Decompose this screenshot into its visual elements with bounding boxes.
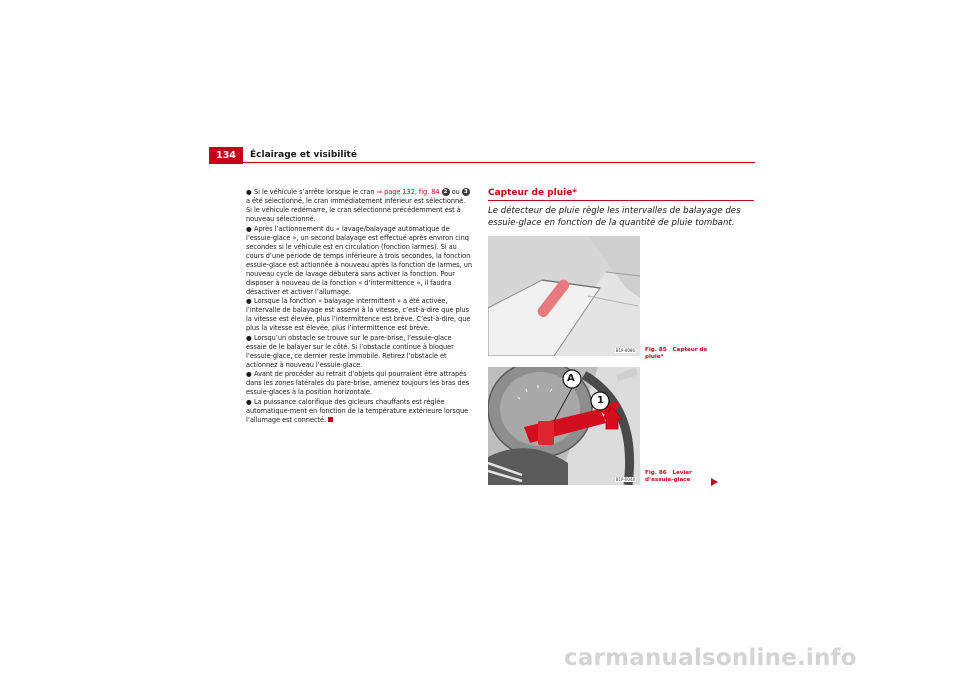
label-1: 1 (597, 395, 604, 406)
label-a: A (567, 373, 575, 384)
caption-label: Fig. 86 (645, 470, 667, 476)
figure-caption (645, 347, 715, 361)
bullet-item (246, 370, 472, 397)
bullet-text: ou (449, 188, 462, 196)
bullet-icon: ● (246, 397, 252, 406)
bullet-text: Après l’actionnement du « lavage/balayage automatique de l’essuie-glace », un second balayage est effectué après environ cinq secondes si le véhicule est en circulation (fonction larmes). Si au cours d’une période de temps inférieure à trois secondes, la fonction essuie-glace est actionnée à nouveau après la fonction de larmes, un nouveau cycle de lavage débutera sans activer la fonction. Pour disposer à nouveau de la fonction « d’intermittence », il faudra désactiver et activer l’allumage. (246, 224, 472, 296)
section-rule (488, 200, 754, 201)
callout-3-icon: 3 (462, 188, 470, 196)
bullet-text: Lorsqu’un obstacle se trouve sur le pare-brise, l’essuie-glace essaie de le balayer sur le côté. Si l’obstacle continue à bloquer l’essuie-glace, ce dernier reste immobile. Retirez l’obstacle et actionnez à nouveau l’essuie-glace. (246, 333, 454, 369)
header-rule (209, 162, 755, 163)
bullet-text: Si le véhicule s’arrête lorsque le cran (254, 188, 377, 196)
figure-caption (645, 470, 715, 484)
section-lead: Le détecteur de pluie règle les intervalles de balayage des essuie-glace en fonction de la quantité de pluie tombant. (488, 206, 741, 228)
left-column (246, 188, 472, 425)
bullet-item (246, 334, 472, 370)
caption-label: Fig. 85 (645, 347, 667, 353)
end-of-section-icon (328, 417, 333, 422)
bullet-text: a été sélectionné, le cran immédiatement inférieur est sélectionné. Si le véhicule redémarre, le cran sélectionné précédemment est à nouveau sélectionné. (246, 197, 466, 223)
caption-text: Levier d’essuie-glace (645, 470, 692, 483)
figure-code: B1P-0086 (615, 348, 635, 353)
bullet-item (246, 297, 472, 333)
figure-wiper-lever (488, 367, 640, 485)
section-title: Capteur de pluie* (488, 188, 578, 198)
figure-rain-sensor (488, 236, 640, 356)
bullet-icon: ● (246, 333, 252, 342)
rain-sensor-illustration (488, 236, 640, 356)
wiper-lever-illustration (488, 367, 640, 485)
bullet-icon: ● (246, 224, 252, 233)
figure-code: B1P-0048 (615, 477, 635, 482)
chapter-title: Éclairage et visibilité (250, 150, 357, 160)
bullet-icon: ● (246, 188, 252, 196)
bullet-icon: ● (246, 370, 252, 378)
watermark: carmanualsonline.info (564, 645, 857, 671)
callout-2-icon: 2 (442, 188, 450, 196)
bullet-item (246, 398, 472, 425)
next-page-arrow-icon[interactable] (711, 478, 718, 486)
bullet-text: Avant de procéder au retrait d’objets qui pourraient être attrapés dans les zones latérales du pare-brise, amenez toujours les bras des essuie-glaces à la position horizontale. (246, 370, 469, 396)
page-number: 134 (209, 147, 243, 164)
bullet-text: La puissance calorifique des gicleurs chauffants est réglée automatique-ment en fonction de la température extérieure lorsque l’allumage est connecté. (246, 397, 469, 424)
page-reference-link[interactable]: ⇒ page 132, fig. 84 (376, 188, 440, 196)
caption-text: Capteur de pluie* (645, 347, 708, 360)
bullet-item (246, 225, 472, 297)
bullet-item (246, 188, 472, 224)
bullet-icon: ● (246, 297, 252, 305)
bullet-text: Lorsque la fonction « balayage intermittent » a été activée, l’intervalle de balayage est asservi à la vitesse, c’est-à-dire que plus la vitesse est élevée, plus l’intermittence est brève. C’est-à-dire, que plus la vitesse est élevée, plus l’intermittence est brève. (246, 297, 471, 332)
